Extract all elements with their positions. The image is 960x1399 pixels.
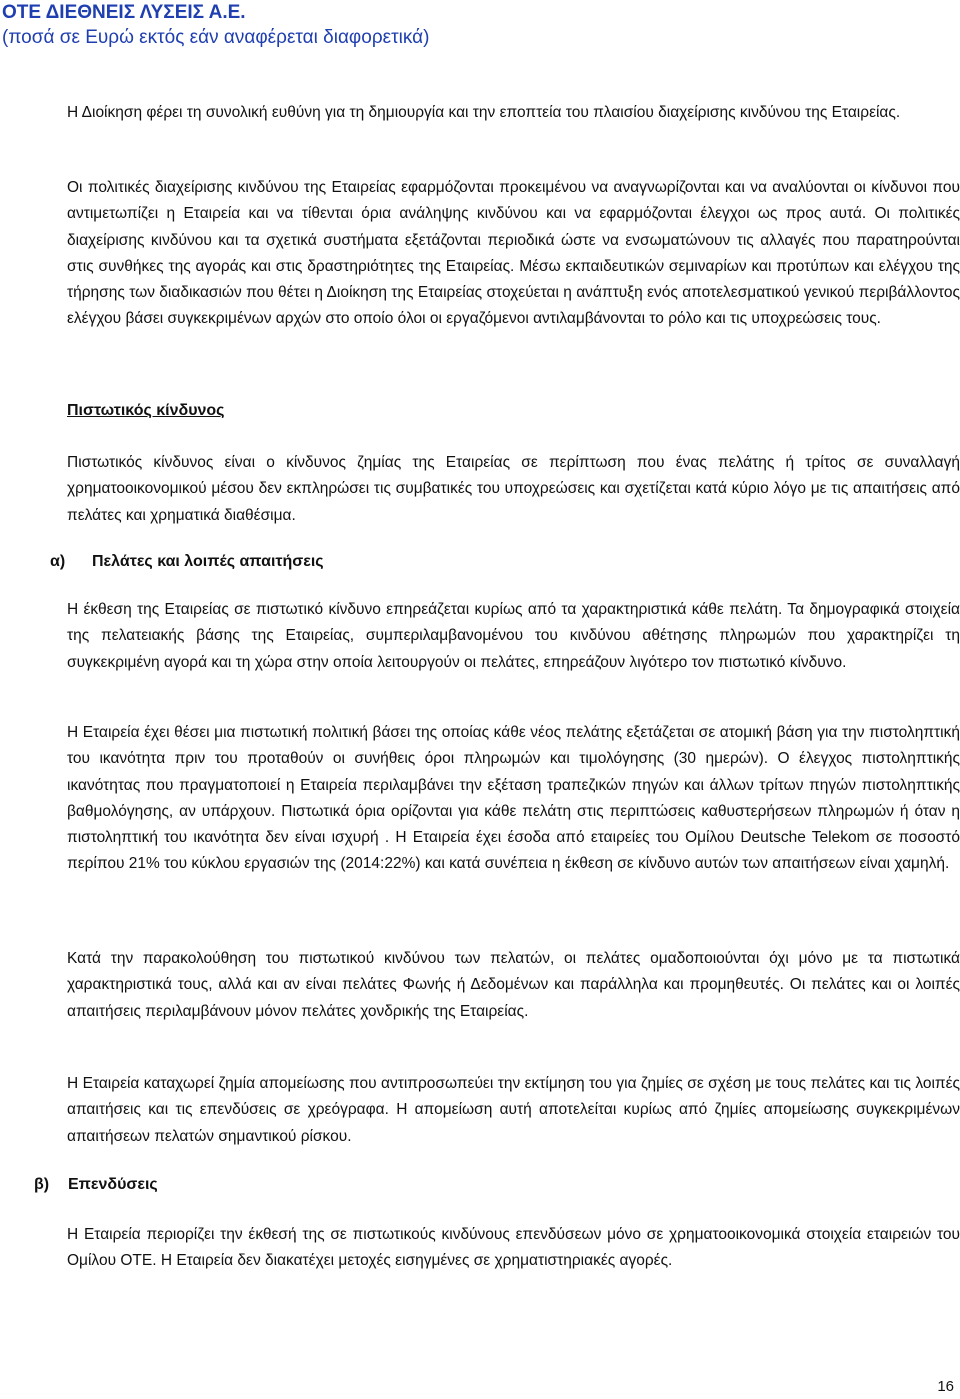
subsection-title: Επενδύσεις (68, 1176, 158, 1193)
page-number: 16 (937, 1378, 954, 1395)
paragraph-investments: Η Εταιρεία περιορίζει την έκθεσή της σε πιστωτικούς κινδύνους επενδύσεων μόνο σε χρηματοοικονομικά στοιχεία εταιρειών του Ομίλου ΟΤΕ. Η Εταιρεία δεν διακατέχει μετοχές εισηγμένες σε χρηματιστηριακές αγορές. (67, 1226, 960, 1270)
subsection-heading-investments (34, 1172, 158, 1198)
page-header (2, 0, 429, 50)
subsection-title: Πελάτες και λοιπές απαιτήσεις (92, 553, 324, 570)
paragraph-impairment: Η Εταιρεία καταχωρεί ζημία απομείωσης που αντιπροσωπεύει την εκτίμηση του για ζημίες σε σχέση με τους πελάτες και τις λοιπές απαιτήσεις και τις επενδύσεις σε χρεόγραφα. Η απομείωση αυτή αποτελείται κυρίως από ζημίες απομείωσης συγκεκριμένων απαιτήσεων πελατών σημαντικού ρίσκου. (67, 1075, 960, 1145)
paragraph-risk-policies: Οι πολιτικές διαχείρισης κινδύνου της Εταιρείας εφαρμόζονται προκειμένου να αναγνωρίζονται και να αναλύονται οι κίνδυνοι που αντιμετωπίζει η Εταιρεία και να τίθενται όρια ανάληψης κινδύνου και να εφαρμόζονται έλεγχοι ως προς αυτά. Οι πολιτικές διαχείρισης κινδύνου και τα σχετικά συστήματα εξετάζονται περιοδικά ώστε να ενσωματώνουν τις αλλαγές που παρατηρούνται στις συνθήκες της αγοράς και στις δραστηριότητες της Εταιρείας. Μέσω εκπαιδευτικών σεμιναρίων και προτύπων και ελέγχου της τήρησης των διαδικασιών που θέτει η Διοίκηση της Εταιρείας στοχεύεται η ανάπτυξη ενός αποτελεσματικού γενικού περιβάλλοντος ελέγχου βάσει συγκεκριμένων αρχών στο οποίο όλοι οι εργαζόμενοι αντιλαμβάνονται το ρόλο και τις υποχρεώσεις τους. (67, 179, 960, 328)
company-name: ΟΤΕ ΔΙΕΘΝΕΙΣ ΛΥΣΕΙΣ Α.Ε. (2, 2, 246, 23)
paragraph-credit-policy: Η Εταιρεία έχει θέσει μια πιστωτική πολιτική βάσει της οποίας κάθε νέος πελάτης εξετάζεται σε ατομική βάση για την πιστοληπτική του ικανότητα πριν του προταθούν οι συνήθεις όροι πληρωμών και τιμολόγησης (30 ημερών). Ο έλεγχος πιστοληπτικής ικανότητας που πραγματοποιεί η Εταιρεία περιλαμβάνει την εξέταση τραπεζικών πηγών και άλλων τρίτων πηγών πιστοληπτικής βαθμολόγησης, αν υπάρχουν. Πιστωτικά όρια ορίζονται για κάθε πελάτη στις περιπτώσεις καθυστερήσεων πληρωμών ή όταν η πιστοληπτική του ικανότητα δεν είναι ισχυρή . Η Εταιρεία έχει έσοδα από εταιρείες του Ομίλου Deutsche Telekom σε ποσοστό περίπου 21% του κύκλου εργασιών της (2014:22%) και κατά συνέπεια η έκθεση σε κίνδυνο αυτών των απαιτήσεων είναι χαμηλή. (67, 724, 960, 873)
section-heading-credit-risk: Πιστωτικός κίνδυνος (67, 402, 225, 419)
paragraph-credit-risk-definition: Πιστωτικός κίνδυνος είναι ο κίνδυνος ζημίας της Εταιρείας σε περίπτωση που ένας πελάτης ή τρίτος σε συναλλαγή χρηματοοικονομικού μέσου δεν εκπληρώσει τις συμβατικές του υποχρεώσεις και σχετίζεται κατά κύριο λόγο με τις απαιτήσεις από πελάτες και χρηματικά διαθέσιμα. (67, 454, 960, 524)
paragraph-customer-monitoring: Κατά την παρακολούθηση του πιστωτικού κινδύνου των πελατών, οι πελάτες ομαδοποιούνται όχι μόνο με τα πιστωτικά χαρακτηριστικά τους, αλλά και αν είναι πελάτες Φωνής ή Δεδομένων και παράλληλα και προμηθευτές. Οι πελάτες και οι λοιπές απαιτήσεις περιλαμβάνουν μόνον πελάτες χονδρικής της Εταιρείας. (67, 950, 960, 1020)
paragraph-management-responsibility: Η Διοίκηση φέρει τη συνολική ευθύνη για τη δημιουργία και την εποπτεία του πλαισίου διαχείρισης κινδύνου της Εταιρείας. (67, 104, 901, 121)
subsection-marker: α) (50, 553, 66, 570)
subsection-heading-customers (50, 549, 324, 575)
currency-note: (ποσά σε Ευρώ εκτός εάν αναφέρεται διαφορετικά) (2, 27, 430, 48)
subsection-marker: β) (34, 1176, 50, 1193)
paragraph-customer-exposure: Η έκθεση της Εταιρείας σε πιστωτικό κίνδυνο επηρεάζεται κυρίως από τα χαρακτηριστικά κάθε πελάτη. Τα δημογραφικά στοιχεία της πελατειακής βάσης της Εταιρείας, συμπεριλαμβανομένου του κινδύνου αθέτησης πληρωμών που χαρακτηρίζει τη συγκεκριμένη αγορά και τη χώρα στην οποία λειτουργούν οι πελάτες, επηρεάζουν λιγότερο τον πιστωτικό κίνδυνο. (67, 601, 960, 671)
